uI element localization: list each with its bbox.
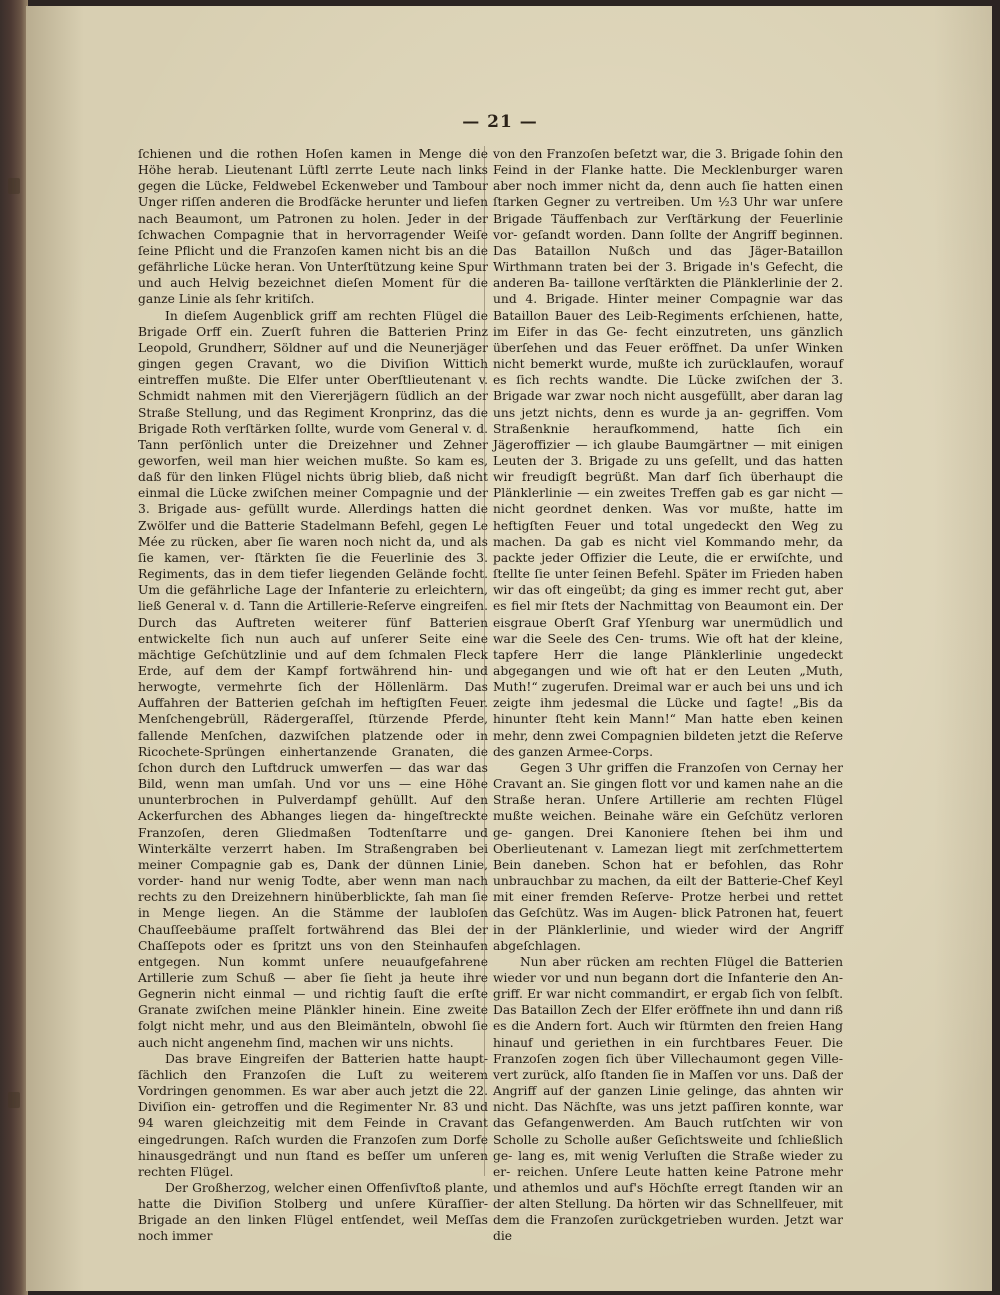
paragraph: Das brave Eingreifen der Batterien hatte haupt- ſächlich den Franzoſen die Luſt zu weiterem Vordringen genommen. Es war aber auch jetzt die 22. Diviſion ein- getroffen und die Regimenter Nr. 83 und 94 waren gleichzeitig mit dem Feinde in Cravant eingedrungen. Raſch wurden die Franzoſen zum Dorfe hinausgedrängt und nun ſtand es beſſer um unſeren rechten Flügel. [138,1051,488,1179]
text-column-left [138,146,488,1245]
paragraph: von den Franzoſen beſetzt war, die 3. Brigade ſohin den Feind in der Flanke hatte. Die Mecklenburger waren aber noch immer nicht da, denn auch ſie hatten einen ſtarken Gegner zu vertreiben. Um ½3 Uhr war unſere Brigade Täuffenbach zur Verſtärkung der Feuerlinie vor- geſandt worden. Dann ſollte der Angriff beginnen. Das Bataillon Nußch und das Jäger-Bataillon Wirthmann traten bei der 3. Brigade in's Gefecht, die anderen Ba- taillone verſtärkten die Plänklerlinie der 2. und 4. Brigade. Hinter meiner Compagnie war das Bataillon Bauer des Leib-Regiments erſchienen, hatte, im Eifer in das Ge- fecht einzutreten, uns gänzlich überſehen und das Feuer eröffnet. Da unſer Winken nicht bemerkt wurde, mußte ich zurücklaufen, worauf es ſich rechts wandte. Die Lücke zwiſchen der 3. Brigade war zwar noch nicht ausgefüllt, aber daran lag uns jetzt nichts, denn es wurde ja an- gegriffen. Vom Straßenknie heraufkommend, hatte ſich ein Jägeroffizier — ich glaube Baumgärtner — mit einigen Leuten der 3. Brigade zu uns geſellt, und das hatten wir freudigſt begrüßt. Man darf ſich überhaupt die Plänklerlinie — ein zweites Treffen gab es gar nicht — nicht geordnet denken. Was vor mußte, hatte im heftigſten Feuer und total ungedeckt den Weg zu machen. Da gab es nicht viel Kommando mehr, da packte jeder Offizier die Leute, die er erwiſchte, und ſtellte ſie unter ſeinen Befehl. Später im Frieden haben wir das oft eingeübt; da ging es immer recht gut, aber es fiel mir ſtets der Nachmittag von Beaumont ein. Der eisgraue Oberſt Graf Yſenburg war unermüdlich und war die Seele des Cen- trums. Wie oft hat der kleine, tapfere Herr die lange Plänklerlinie ungedeckt abgegangen und wie oft hat er den Leuten „Muth, Muth!“ zugerufen. Dreimal war er auch bei uns und ich zeigte ihm jedesmal die Lücke und ſagte! „Bis da hinunter ſteht kein Mann!“ Man hatte eben keinen mehr, denn zwei Compagnien bildeten jetzt die Reſerve des ganzen Armee-Corps. [493,147,843,759]
column-divider [484,146,485,1176]
binding-tab-mark [8,1092,20,1108]
page-edge [992,0,1000,1295]
binding-tab-mark [8,178,20,194]
paragraph: ſchienen und die rothen Hoſen kamen in Menge die Höhe herab. Lieutenant Lüftl zerrte Leute nach links gegen die Lücke, Feldwebel Eckenweber und Tambour Unger riſſen anderen die Brodſäcke herunter und liefen nach Beaumont, um Patronen zu holen. Jeder in der ſchwachen Compagnie that in hervorragender Weiſe ſeine Pflicht und die Franzoſen kamen nicht bis an die gefährliche Lücke heran. Von Unterſtützung keine Spur und auch Helvig bezeichnet dieſen Moment für die ganze Linie als ſehr kritiſch. [138,147,488,307]
page-number: — 21 — [462,112,538,132]
paragraph: Gegen 3 Uhr griffen die Franzoſen von Cernay her Cravant an. Sie gingen flott vor und kamen nahe an die Straße heran. Unſere Artillerie am rechten Flügel mußte weichen. Beinahe wäre ein Geſchütz verloren ge- gangen. Drei Kanoniere ſtehen bei ihm und Oberlieutenant v. Lamezan liegt mit zerſchmettertem Bein daneben. Schon hat er befohlen, das Rohr unbrauchbar zu machen, da eilt der Batterie-Chef Keyl mit einer fremden Reſerve- Protze herbei und rettet das Geſchütz. Was im Augen- blick Patronen hat, feuert in der Plänklerlinie, und wieder wird der Angriff abgeſchlagen. [493,760,843,953]
paragraph: In dieſem Augenblick griff am rechten Flügel die Brigade Orff ein. Zuerſt fuhren die Batterien Prinz Leopold, Grundherr, Söldner auf und die Neunerjäger gingen gegen Cravant, wo die Diviſion Wittich eintreffen mußte. Die Elfer unter Oberſtlieutenant v. Schmidt nahmen mit den Viererjägern ſüdlich an der Straße Stellung, und das Regiment Kronprinz, das die Brigade Roth verſtärken ſollte, wurde vom General v. d. Tann perſönlich unter die Dreizehner und Zehner geworfen, weil man hier weichen mußte. So kam es, daß für den linken Flügel nichts übrig blieb, daß nicht einmal die Lücke zwiſchen meiner Compagnie und der 3. Brigade aus- gefüllt wurde. Allerdings hatten die Zwölfer und die Batterie Stadelmann Befehl, gegen Le Mée zu rücken, aber ſie waren noch nicht da, und als ſie kamen, ver- ſtärkten ſie die Feuerlinie des 3. Regiments, das in dem tiefer liegenden Gelände focht. Um die gefährliche Lage der Infanterie zu erleichtern, ließ General v. d. Tann die Artillerie-Reſerve eingreifen. Durch das Auftreten weiterer fünf Batterien entwickelte ſich nun auch auf unſerer Seite eine mächtige Geſchützlinie und auf dem ſchmalen Fleck Erde, auf dem der Kampf fortwährend hin- und herwogte, vermehrte ſich der Höllenlärm. Das Auffahren der Batterien geſchah im heftigſten Feuer. Menſchengebrüll, Rädergeraſſel, ſtürzende Pferde, fallende Menſchen, dazwiſchen platzende oder in Ricochete-Sprüngen einhertanzende Granaten, die ſchon durch den Luftdruck umwerfen — das war das Bild, wenn man umſah. Und vor uns — eine Höhe ununterbrochen in Pulverdampf gehüllt. Auf den Ackerfurchen des Abhanges liegen da- hingeſtreckte Franzoſen, deren Gliedmaßen Todtenſtarre und Winterkälte verzerrt haben. Im Straßengraben bei meiner Compagnie gab es, Dank der dünnen Linie, vorder- hand nur wenig Todte, aber wenn man nach rechts zu den Dreizehnern hinüberblickte, ſah man ſie in Menge liegen. An die Stämme der laubloſen Chauſſeebäume praſſelt fortwährend das Blei der Chaſſepots oder es ſpritzt uns von den Steinhaufen entgegen. Nun kommt unſere neuaufgefahrene Artillerie zum Schuß — aber ſie ſieht ja heute ihre Gegnerin nicht einmal — und richtig ſauſt die erſte Granate zwiſchen meine Plänkler hinein. Eine zweite folgt nicht mehr, und aus den Bleimänteln, obwohl ſie auch nicht angenehm ſind, machen wir uns nichts. [138,308,488,1050]
text-column-right [493,146,843,1245]
paragraph: Der Großherzog, welcher einen Offenſivſtoß plante, hatte die Diviſion Stolberg und unſere Küraſſier-Brigade an den linken Flügel entſendet, weil Meſſas noch immer [138,1181,488,1244]
paragraph: Nun aber rücken am rechten Flügel die Batterien wieder vor und nun begann dort die Infanterie den An- griff. Er war nicht commandirt, er ergab ſich von ſelbſt. Das Bataillon Zech der Elfer eröffnete ihn und dann riß es die Andern fort. Auch wir ſtürmten den freien Hang hinauf und geriethen in ein furchtbares Feuer. Die Franzoſen zogen ſich über Villechaumont gegen Ville- vert zurück, alſo ſtanden ſie in Maſſen vor uns. Daß der Angriff auf der ganzen Linie gelinge, das ahnten wir nicht. Das Nächſte, was uns jetzt paſſiren konnte, war das Gefangenwerden. Am Bauch rutſchten wir von Scholle zu Scholle außer Geſichtsweite und ſchließlich ge- lang es, mit wenig Verluſten die Straße wieder zu er- reichen. Unſere Leute hatten keine Patrone mehr und athemlos und auf's Höchſte erregt ſtanden wir an der alten Stellung. Da hörten wir das Schnellfeuer, mit dem die Franzoſen zurückgetrieben wurden. Jetzt war die [493,954,843,1244]
